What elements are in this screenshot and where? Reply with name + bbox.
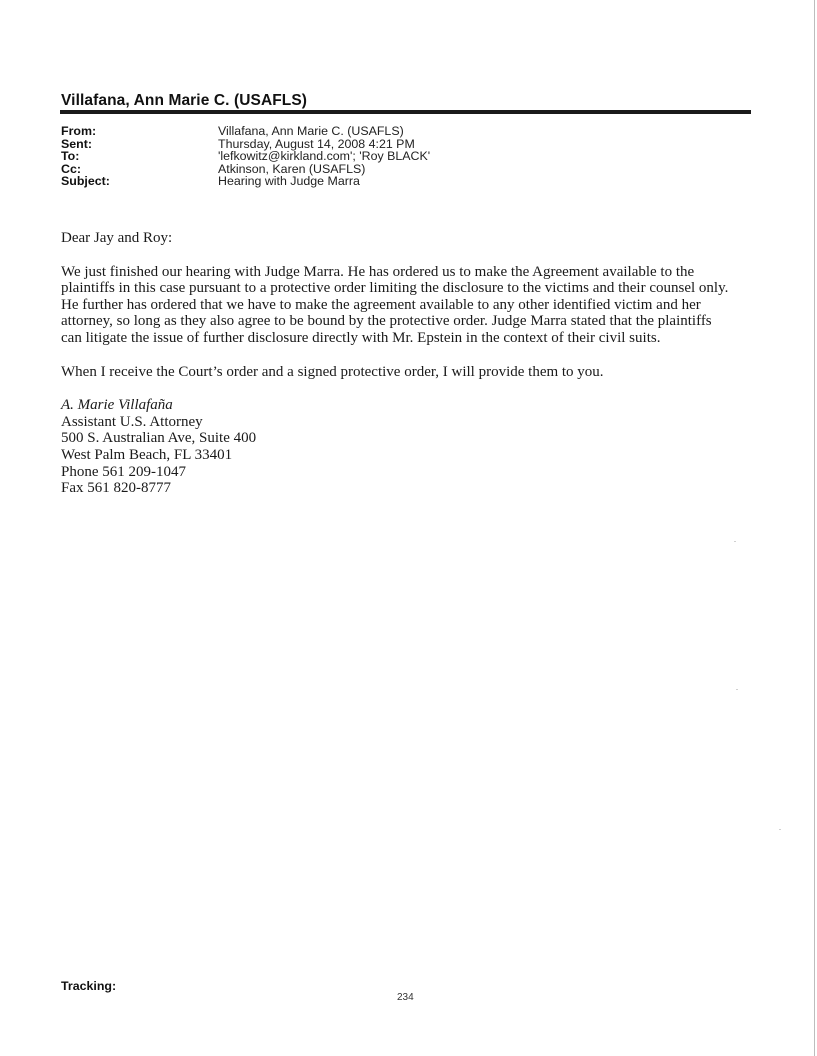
signature-fax: Fax 561 820-8777 [61,480,171,497]
header-label: Cc: [61,161,81,176]
scan-speck [779,829,781,830]
header-value-cc: Atkinson, Karen (USAFLS) [218,161,366,176]
email-sender-heading: Villafana, Ann Marie C. (USAFLS) [61,92,308,109]
paragraph-line: He further has ordered that we have to make the agreement available to any other identified victim and her [61,296,701,313]
header-row-subject [61,175,430,188]
signature-name: A. Marie Villafaña [61,397,173,414]
page-number: 234 [397,992,414,1003]
signature-address-line1: 500 S. Australian Ave, Suite 400 [61,430,257,447]
signature-phone: Phone 561 209-1047 [61,463,186,480]
paragraph-line: We just finished our hearing with Judge Marra. He has ordered us to make the Agreement available to the [61,263,695,280]
page-edge-line [814,0,815,1056]
scan-speck [736,689,738,690]
header-value-sent: Thursday, August 14, 2008 4:21 PM [218,136,415,151]
header-label: Subject: [61,174,110,189]
email-body [61,230,761,497]
header-row-to [61,150,430,163]
header-label: From: [61,124,97,138]
body-paragraph-2: When I receive the Court’s order and a signed protective order, I will provide them to you. [61,363,604,380]
tracking-label: Tracking: [61,979,117,993]
signature-block [61,397,761,497]
paragraph-line: attorney, so long as they also agree to be bound by the protective order. Judge Marra stated that the plaintiffs [61,313,712,330]
signature-title: Assistant U.S. Attorney [61,413,203,430]
heading-divider [60,110,751,114]
body-paragraph-1 [61,264,761,347]
greeting: Dear Jay and Roy: [61,230,173,246]
header-row-from [61,125,430,138]
header-label: To: [61,149,80,164]
header-value-to: 'lefkowitz@kirkland.com'; 'Roy BLACK' [218,149,431,164]
header-value-from: Villafana, Ann Marie C. (USAFLS) [218,124,404,138]
scan-speck [734,541,736,542]
header-label: Sent: [61,136,92,151]
header-value-subject: Hearing with Judge Marra [218,174,360,189]
email-header-block [61,125,430,188]
paragraph-line: plaintiffs in this case pursuant to a protective order limiting the disclosure to the victims and their counsel only. [61,280,729,297]
paragraph-line: can litigate the issue of further disclosure directly with Mr. Epstein in the context of their civil suits. [61,329,661,346]
signature-address-line2: West Palm Beach, FL 33401 [61,446,233,463]
